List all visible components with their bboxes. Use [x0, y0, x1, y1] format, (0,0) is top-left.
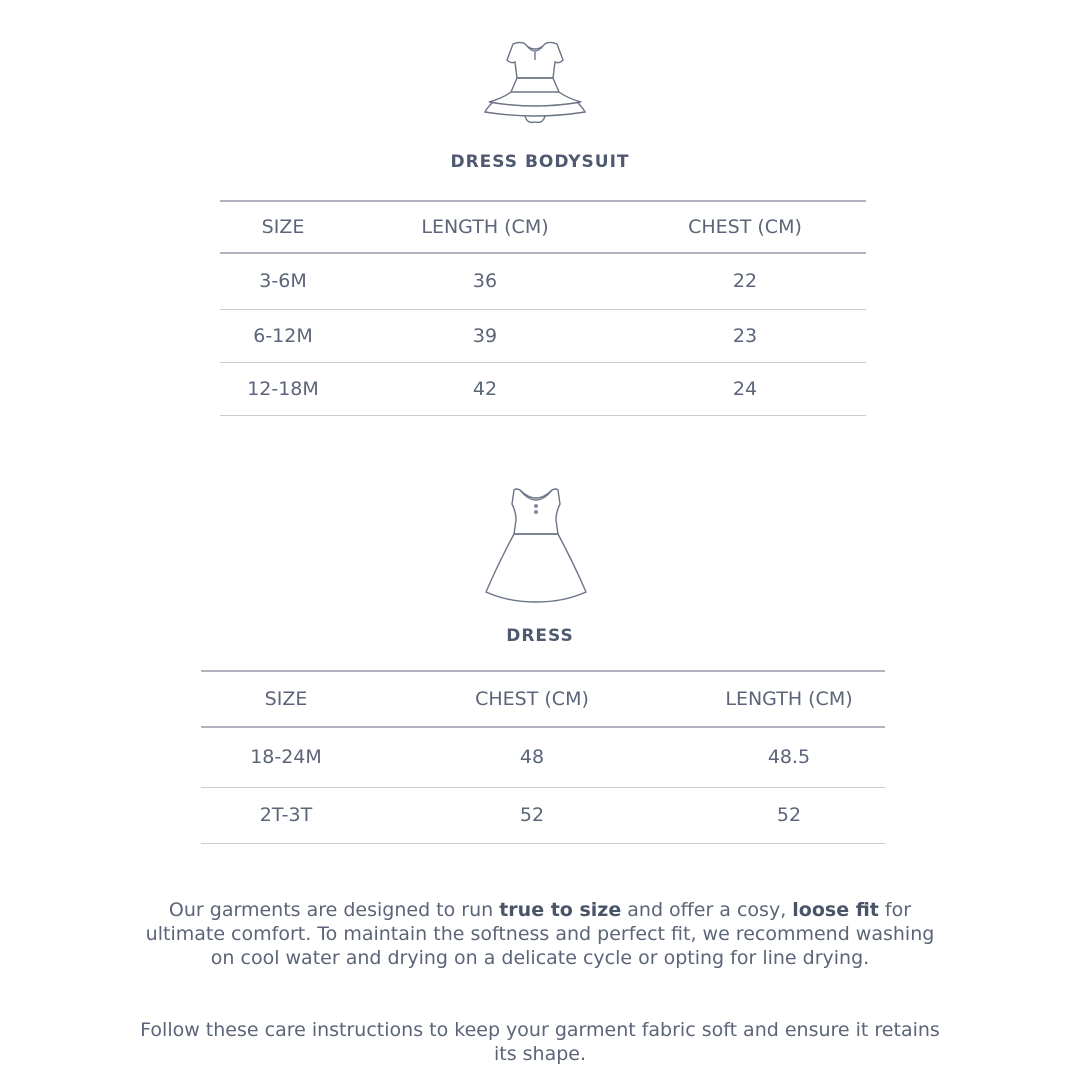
table-row	[220, 309, 866, 362]
size-cell: 3-6M	[220, 253, 346, 309]
header-length: LENGTH (CM)	[346, 201, 624, 253]
header-chest: CHEST (CM)	[624, 201, 866, 253]
chest-cell: 52	[371, 787, 693, 843]
chest-cell: 24	[624, 362, 866, 415]
length-cell: 39	[346, 309, 624, 362]
dress-title: DRESS	[506, 626, 574, 646]
fit-note	[140, 898, 940, 970]
table-row	[201, 727, 885, 787]
chest-cell: 48	[371, 727, 693, 787]
table-row	[220, 253, 866, 309]
fit-note-highlight: true to size	[499, 899, 622, 921]
size-cell: 18-24M	[201, 727, 371, 787]
fit-note-text: for ultimate comfort. To maintain the softness and perfect fit, we recommend washing on cool water and drying on a delicate cycle or opting for line drying.	[145, 899, 935, 969]
header-size: SIZE	[220, 201, 346, 253]
length-cell: 48.5	[693, 727, 885, 787]
table-row	[201, 787, 885, 843]
header-size: SIZE	[201, 671, 371, 727]
dress-bodysuit-illustration-icon	[483, 38, 587, 126]
dress-illustration-icon	[484, 484, 588, 604]
size-cell: 12-18M	[220, 362, 346, 415]
length-cell: 36	[346, 253, 624, 309]
size-cell: 6-12M	[220, 309, 346, 362]
length-cell: 52	[693, 787, 885, 843]
header-chest: CHEST (CM)	[371, 671, 693, 727]
bodysuit-title: DRESS BODYSUIT	[450, 152, 630, 172]
dress-size-table	[201, 670, 885, 844]
chest-cell: 23	[624, 309, 866, 362]
fit-note-text: and offer a cosy,	[621, 899, 793, 921]
table-row	[220, 362, 866, 415]
length-cell: 42	[346, 362, 624, 415]
fit-note-highlight: loose fit	[792, 899, 879, 921]
chest-cell: 22	[624, 253, 866, 309]
size-cell: 2T-3T	[201, 787, 371, 843]
bodysuit-size-table	[220, 200, 866, 416]
header-length: LENGTH (CM)	[693, 671, 885, 727]
fit-note-text: Our garments are designed to run	[168, 899, 500, 921]
care-note: Follow these care instructions to keep your garment fabric soft and ensure it retains its shape.	[140, 1019, 940, 1065]
